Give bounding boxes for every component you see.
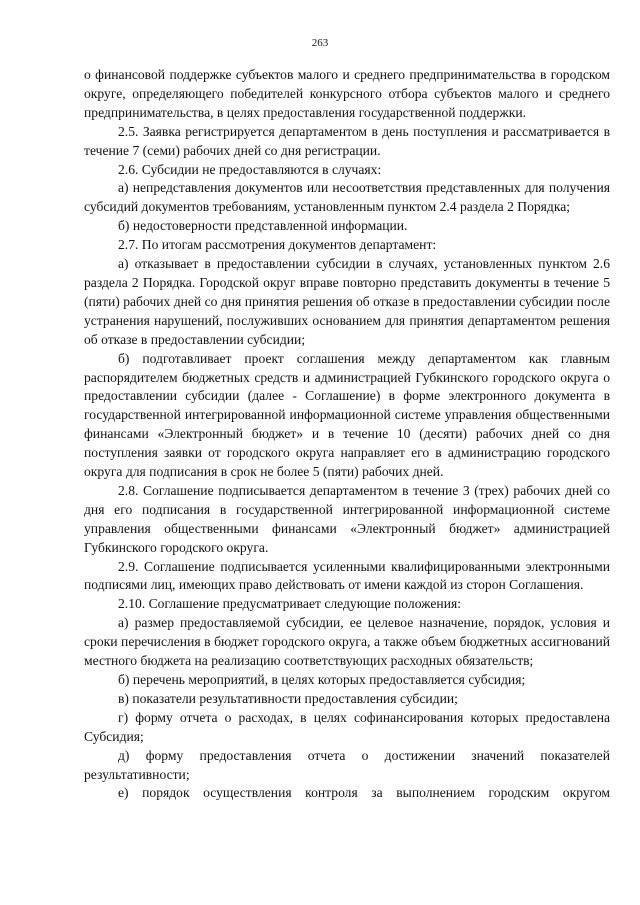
paragraph-2-10-a: а) размер предоставляемой субсидии, ее целевое назначение, порядок, условия и сроки перечисления в бюджет городского округа, а также объем бюджетных ассигнований местного бюджета на реализацию соответствующих расходных обязательств; (84, 615, 610, 669)
document-body (84, 66, 610, 803)
paragraph-2-10-e: е) порядок осуществления контроля за выполнением городским округом (118, 785, 610, 801)
paragraph-2-10-b: б) перечень мероприятий, в целях которых предоставляется субсидия; (118, 672, 526, 687)
paragraph-2-10: 2.10. Соглашение предусматривает следующие положения: (118, 596, 461, 612)
paragraph-2-6-b: б) недостоверности представленной информации. (118, 218, 408, 234)
paragraph-2-10-g: г) форму отчета о расходах, в целях софинансирования которых предоставлена Субсидия; (84, 709, 610, 744)
paragraph-2-9: 2.9. Соглашение подписывается усиленными квалифицированными электронными подписями лиц, имеющих право действовать от имени каждой из сторон Соглашения. (84, 558, 610, 593)
paragraph-2-6-a: а) непредставления документов или несоответствия представленных для получения субсидий документов требованиям, установленным пунктом 2.4 раздела 2 Порядка; (84, 180, 610, 215)
paragraph-2-10-v: в) показатели результативности предоставления субсидии; (118, 690, 458, 706)
paragraph-2-7-b: б) подготавливает проект соглашения между департаментом как главным распорядителем бюджетных средств и администрацией Губкинского городского округа о предоставлении субсидии (далее - Соглашение) в форме электронного документа в государственной интегрированной информационной системе управления общественными финансами «Электронный бюджет» и в течение 10 (десяти) рабочих дней со дня поступления заявки от городского округа направляет его в администрацию городского округа для подписания в срок не более 5 (пяти) рабочих дней. (84, 350, 610, 480)
paragraph-continuation: о финансовой поддержке субъектов малого и среднего предпринимательства в городском округе, определяющего победителей конкурсного отбора субъектов малого и среднего предпринимательства, в целях предоставления государственной поддержки. (84, 67, 610, 120)
page-number: 263 (311, 37, 329, 49)
paragraph-2-7: 2.7. По итогам рассмотрения документов департамент: (118, 237, 437, 253)
paragraph-2-7-a: а) отказывает в предоставлении субсидии в случаях, установленных пунктом 2.6 раздела 2 Порядка. Городской округ вправе повторно представить документы в течение 5 (пяти) рабочих дней со дня принятия решения об отказе в предоставлении субсидии после устранения нарушений, послуживших основанием для принятия департаментом решения об отказе в предоставлении субсидии; (84, 256, 610, 347)
paragraph-2-5: 2.5. Заявка регистрируется департаментом в день поступления и рассматривается в течение 7 (семи) рабочих дней со дня регистрации. (84, 123, 610, 158)
paragraph-2-8: 2.8. Соглашение подписывается департаментом в течение 3 (трех) рабочих дней со дня его подписания в государственной интегрированной информационной системе управления общественными финансами «Электронный бюджет» администрацией Губкинского городского округа. (84, 482, 610, 555)
paragraph-2-10-d: д) форму предоставления отчета о достижении значений показателей результативности; (84, 747, 610, 782)
paragraph-2-6: 2.6. Субсидии не предоставляются в случаях: (118, 161, 382, 177)
